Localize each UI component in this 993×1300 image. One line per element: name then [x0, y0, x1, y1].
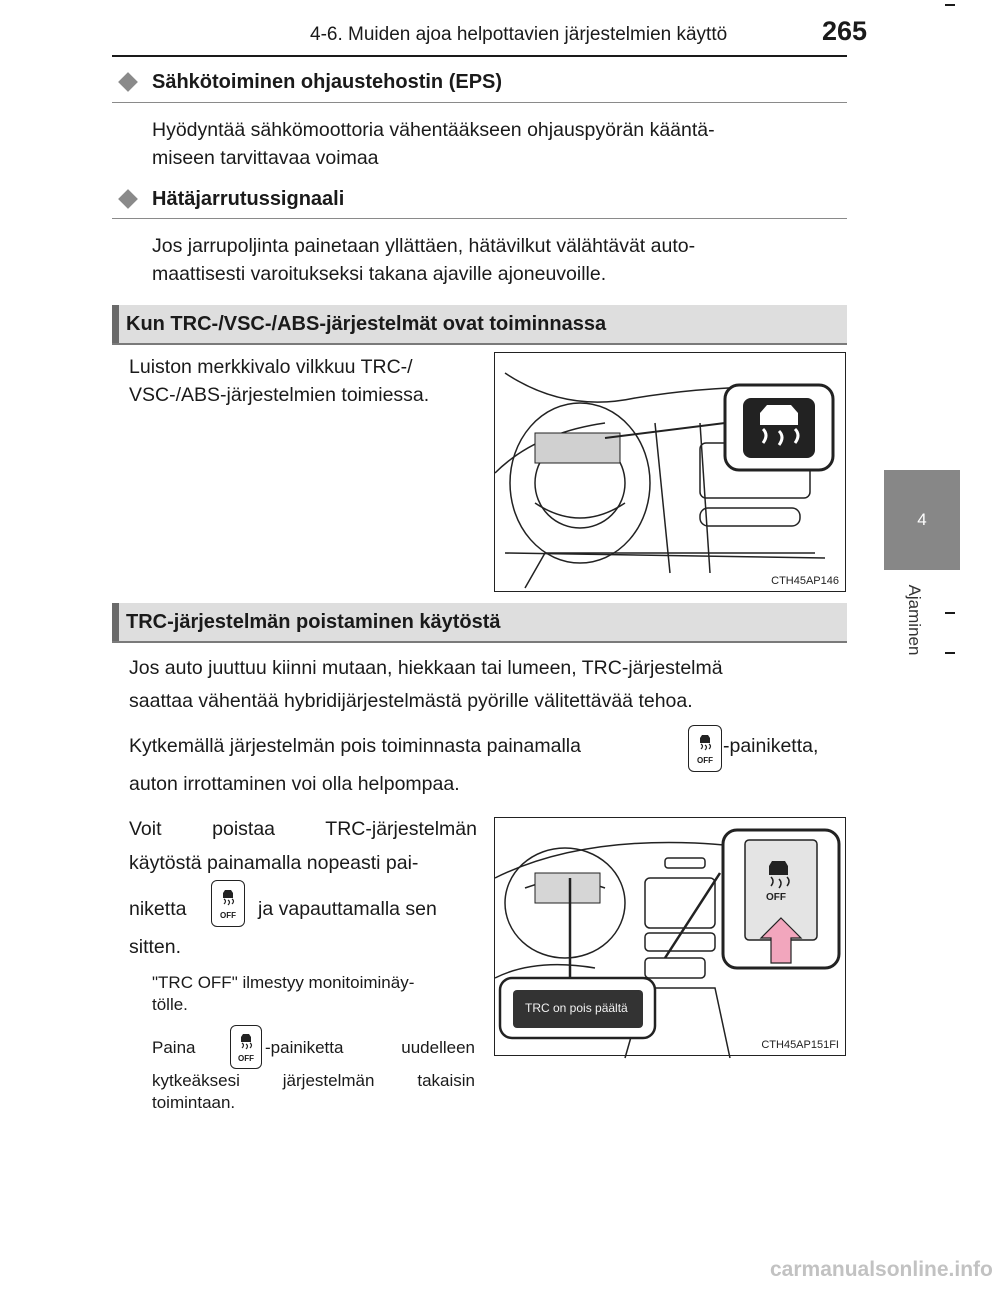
note1-line1: "TRC OFF" ilmestyy monitoiminäy- — [152, 973, 415, 992]
note1-line2: tölle. — [152, 995, 188, 1014]
section2-para3-line3a: niketta — [129, 898, 187, 920]
note2-line3: toimintaan. — [152, 1093, 236, 1112]
trc-off-button-icon — [688, 725, 722, 772]
note2-line2: kytkeäksesi järjestelmän takaisin — [152, 1071, 475, 1090]
eps-body-line1: Hyödyntää sähkömoottoria vähentääkseen ohjauspyörän kääntä- — [152, 119, 715, 141]
section2-para2-after: -painiketta, — [723, 735, 819, 757]
section2-para1-line2: saattaa vähentää hybridijärjestelmästä pyörille välitettävää tehoa. — [129, 690, 693, 712]
trc-off-button-icon — [211, 880, 245, 927]
section-title: Kun TRC-/VSC-/ABS-järjestelmät ovat toiminnassa — [126, 313, 607, 335]
section2-para3-line2: käytöstä painamalla nopeasti pai- — [129, 852, 419, 874]
running-header: 4-6. Muiden ajoa helpottavien järjestelmien käyttö — [310, 24, 728, 45]
section1-body-line2: VSC-/ABS-järjestelmien toimiessa. — [129, 384, 430, 406]
section2-para2-line2: auton irrottaminen voi olla helpompaa. — [129, 773, 460, 795]
trc-off-button-icon — [230, 1025, 262, 1069]
figure-code: CTH45AP146 — [771, 575, 839, 587]
diamond-bullet-icon — [118, 189, 138, 209]
section2-para3-line1: Voit poistaa TRC-järjestelmän — [129, 818, 477, 840]
crop-mark — [945, 4, 955, 6]
cabin-drawing — [495, 818, 845, 1055]
section2-para3-line4: sitten. — [129, 936, 182, 958]
section-band-rule — [112, 343, 847, 345]
section2-para1-line1: Jos auto juuttuu kiinni mutaan, hiekkaan tai lumeen, TRC-järjestelmä — [129, 657, 723, 679]
header-rule — [112, 55, 847, 57]
chapter-label: Ajaminen — [905, 584, 924, 656]
section2-para3-line3b: ja vapauttamalla sen — [258, 898, 437, 920]
button-off-label: OFF — [697, 756, 713, 765]
emergency-body-line1: Jos jarrupoljinta painetaan yllättäen, hätävilkut välähtävät auto- — [152, 235, 696, 257]
trc-off-illustration — [494, 817, 846, 1056]
note2-a: Paina — [152, 1038, 196, 1057]
section2-para2-before: Kytkemällä järjestelmän pois toiminnasta painamalla — [129, 735, 581, 757]
off-button-label: OFF — [766, 892, 786, 903]
page-number: 265 — [822, 16, 868, 46]
chapter-number: 4 — [917, 510, 927, 529]
eps-body-line2: miseen tarvittavaa voimaa — [152, 147, 379, 169]
section-title: TRC-järjestelmän poistaminen käytöstä — [126, 611, 501, 633]
eps-heading: Sähkötoiminen ohjaustehostin (EPS) — [152, 71, 503, 93]
diamond-bullet-icon — [118, 72, 138, 92]
section-band-marker — [112, 603, 119, 643]
button-off-label: OFF — [238, 1054, 254, 1063]
dashboard-drawing — [495, 353, 845, 591]
emergency-heading: Hätäjarrutussignaali — [152, 188, 345, 210]
heading-rule — [112, 102, 847, 103]
trc-off-display-message: TRC on pois päältä — [525, 1001, 628, 1015]
emergency-body-line2: maattisesti varoitukseksi takana ajaville ajoneuvoille. — [152, 263, 607, 285]
button-off-label: OFF — [220, 911, 236, 920]
figure-code: CTH45AP151FI — [761, 1039, 839, 1051]
section-band-rule — [112, 641, 847, 643]
crop-mark — [945, 652, 955, 654]
dashboard-illustration — [494, 352, 846, 592]
heading-rule — [112, 218, 847, 219]
section-band-marker — [112, 305, 119, 345]
note2-b: -painiketta uudelleen — [265, 1038, 475, 1057]
crop-mark — [945, 612, 955, 614]
watermark: carmanualsonline.info — [770, 1258, 993, 1281]
section1-body-line1: Luiston merkkivalo vilkkuu TRC-/ — [129, 356, 413, 378]
